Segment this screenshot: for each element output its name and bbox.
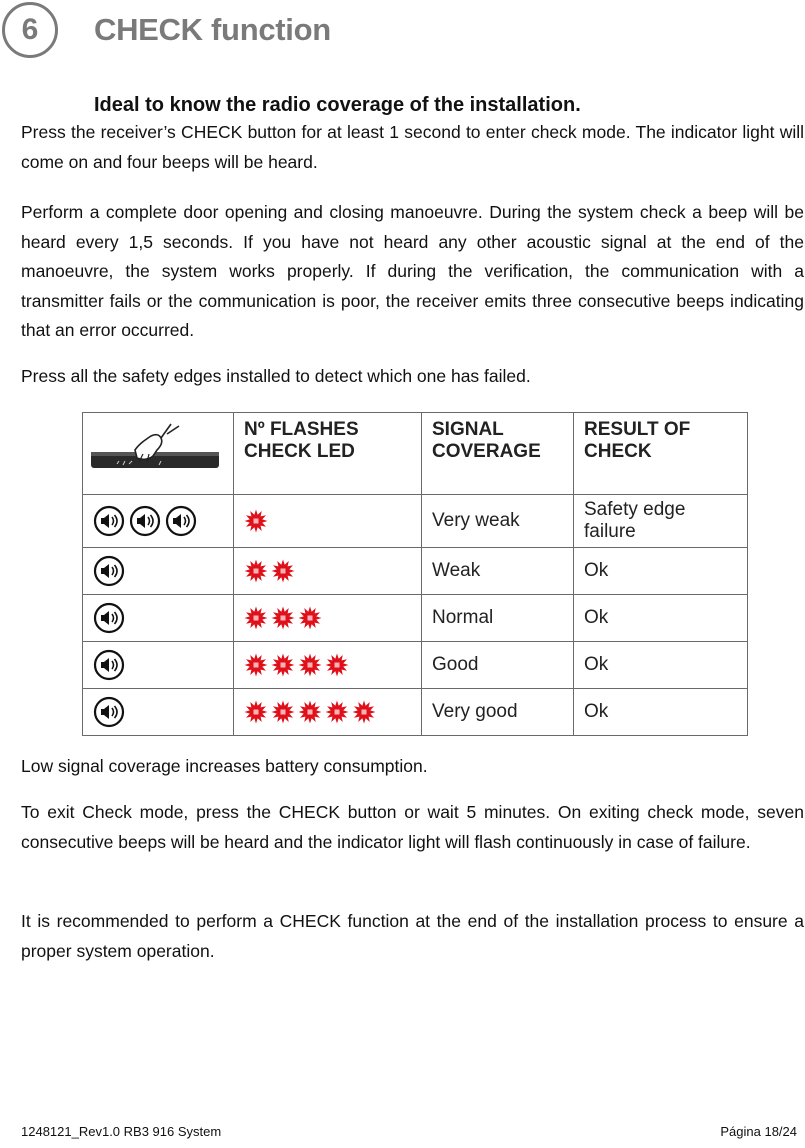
beep-cell xyxy=(83,548,234,595)
speaker-icon xyxy=(165,505,197,537)
led-flash-icon xyxy=(271,700,295,724)
result-cell: Ok xyxy=(574,689,748,736)
footer-document-id: 1248121_Rev1.0 RB3 916 System xyxy=(21,1124,222,1139)
led-flash-icon xyxy=(271,653,295,677)
signal-cell: Good xyxy=(422,642,574,689)
speaker-icon xyxy=(93,649,125,681)
led-flash-icon xyxy=(298,606,322,630)
signal-cell: Very weak xyxy=(422,495,574,548)
header-image-cell xyxy=(83,413,234,495)
table-row xyxy=(83,689,748,736)
led-flash-icon xyxy=(244,700,268,724)
header-flashes-line2: CHECK LED xyxy=(244,441,355,462)
flash-cell xyxy=(234,548,422,595)
speaker-icon xyxy=(129,505,161,537)
result-line2: failure xyxy=(584,521,636,542)
paragraph-exit-check: To exit Check mode, press the CHECK button or wait 5 minutes. On exiting check mode, seven consecutive beeps will be heard and the indicator light will flash continuously in case of failure. xyxy=(21,802,804,852)
led-flash-icon xyxy=(244,653,268,677)
led-flash-icon xyxy=(244,606,268,630)
flash-cell xyxy=(234,689,422,736)
led-flash-icon xyxy=(298,653,322,677)
table-header-row xyxy=(83,413,748,495)
led-flash-icon xyxy=(325,700,349,724)
result-cell: Ok xyxy=(574,642,748,689)
check-results-table xyxy=(82,412,748,736)
paragraph-manoeuvre: Perform a complete door opening and closing manoeuvre. During the system check a beep will be heard every 1,5 seconds. If you have not heard any other acoustic signal at the end of the manoeuvre, the system works properly. If during the verification, the communication with a transmitter fails or the communication is poor, the receiver emits three consecutive beeps indicating that an error occurred. xyxy=(21,202,804,340)
led-flash-icon xyxy=(244,559,268,583)
section-title: CHECK function xyxy=(94,12,331,47)
signal-cell: Very good xyxy=(422,689,574,736)
led-flash-icon xyxy=(352,700,376,724)
beep-cell xyxy=(83,495,234,548)
flash-cell xyxy=(234,642,422,689)
table-row xyxy=(83,595,748,642)
flash-cell xyxy=(234,495,422,548)
speaker-icon xyxy=(93,555,125,587)
speaker-icon xyxy=(93,505,125,537)
led-flash-icon xyxy=(298,700,322,724)
signal-cell: Normal xyxy=(422,595,574,642)
safety-edge-press-icon xyxy=(83,420,233,482)
paragraph-enter-check: Press the receiver’s CHECK button for at least 1 second to enter check mode. The indicator light will come on and four beeps will be heard. xyxy=(21,122,804,172)
header-flashes xyxy=(234,413,422,495)
result-line1: Safety edge xyxy=(584,499,686,520)
table-row xyxy=(83,495,748,548)
beep-cell xyxy=(83,642,234,689)
header-signal xyxy=(422,413,574,495)
footer-page-number: Página 18/24 xyxy=(720,1124,797,1139)
header-result xyxy=(574,413,748,495)
header-flashes-line1: Nº FLASHES xyxy=(244,419,359,440)
paragraph-safety-edges: Press all the safety edges installed to detect which one has failed. xyxy=(21,366,531,386)
result-cell: Ok xyxy=(574,595,748,642)
beep-cell xyxy=(83,595,234,642)
beep-cell xyxy=(83,689,234,736)
table-row xyxy=(83,548,748,595)
result-cell: Ok xyxy=(574,548,748,595)
led-flash-icon xyxy=(325,653,349,677)
header-signal-line1: SIGNAL xyxy=(432,419,504,440)
section-header xyxy=(0,0,805,66)
result-cell xyxy=(574,495,748,548)
flash-cell xyxy=(234,595,422,642)
speaker-icon xyxy=(93,602,125,634)
subtitle: Ideal to know the radio coverage of the installation. xyxy=(94,94,581,116)
signal-cell: Weak xyxy=(422,548,574,595)
paragraph-recommendation: It is recommended to perform a CHECK function at the end of the installation process to ensure a proper system operation. xyxy=(21,911,804,961)
header-result-line2: CHECK xyxy=(584,441,652,462)
speaker-icon xyxy=(93,696,125,728)
section-number: 6 xyxy=(2,2,58,58)
header-signal-line2: COVERAGE xyxy=(432,441,541,462)
led-flash-icon xyxy=(271,559,295,583)
table-row xyxy=(83,642,748,689)
paragraph-battery: Low signal coverage increases battery consumption. xyxy=(21,756,428,776)
led-flash-icon xyxy=(244,509,268,533)
header-result-line1: RESULT OF xyxy=(584,419,691,440)
led-flash-icon xyxy=(271,606,295,630)
